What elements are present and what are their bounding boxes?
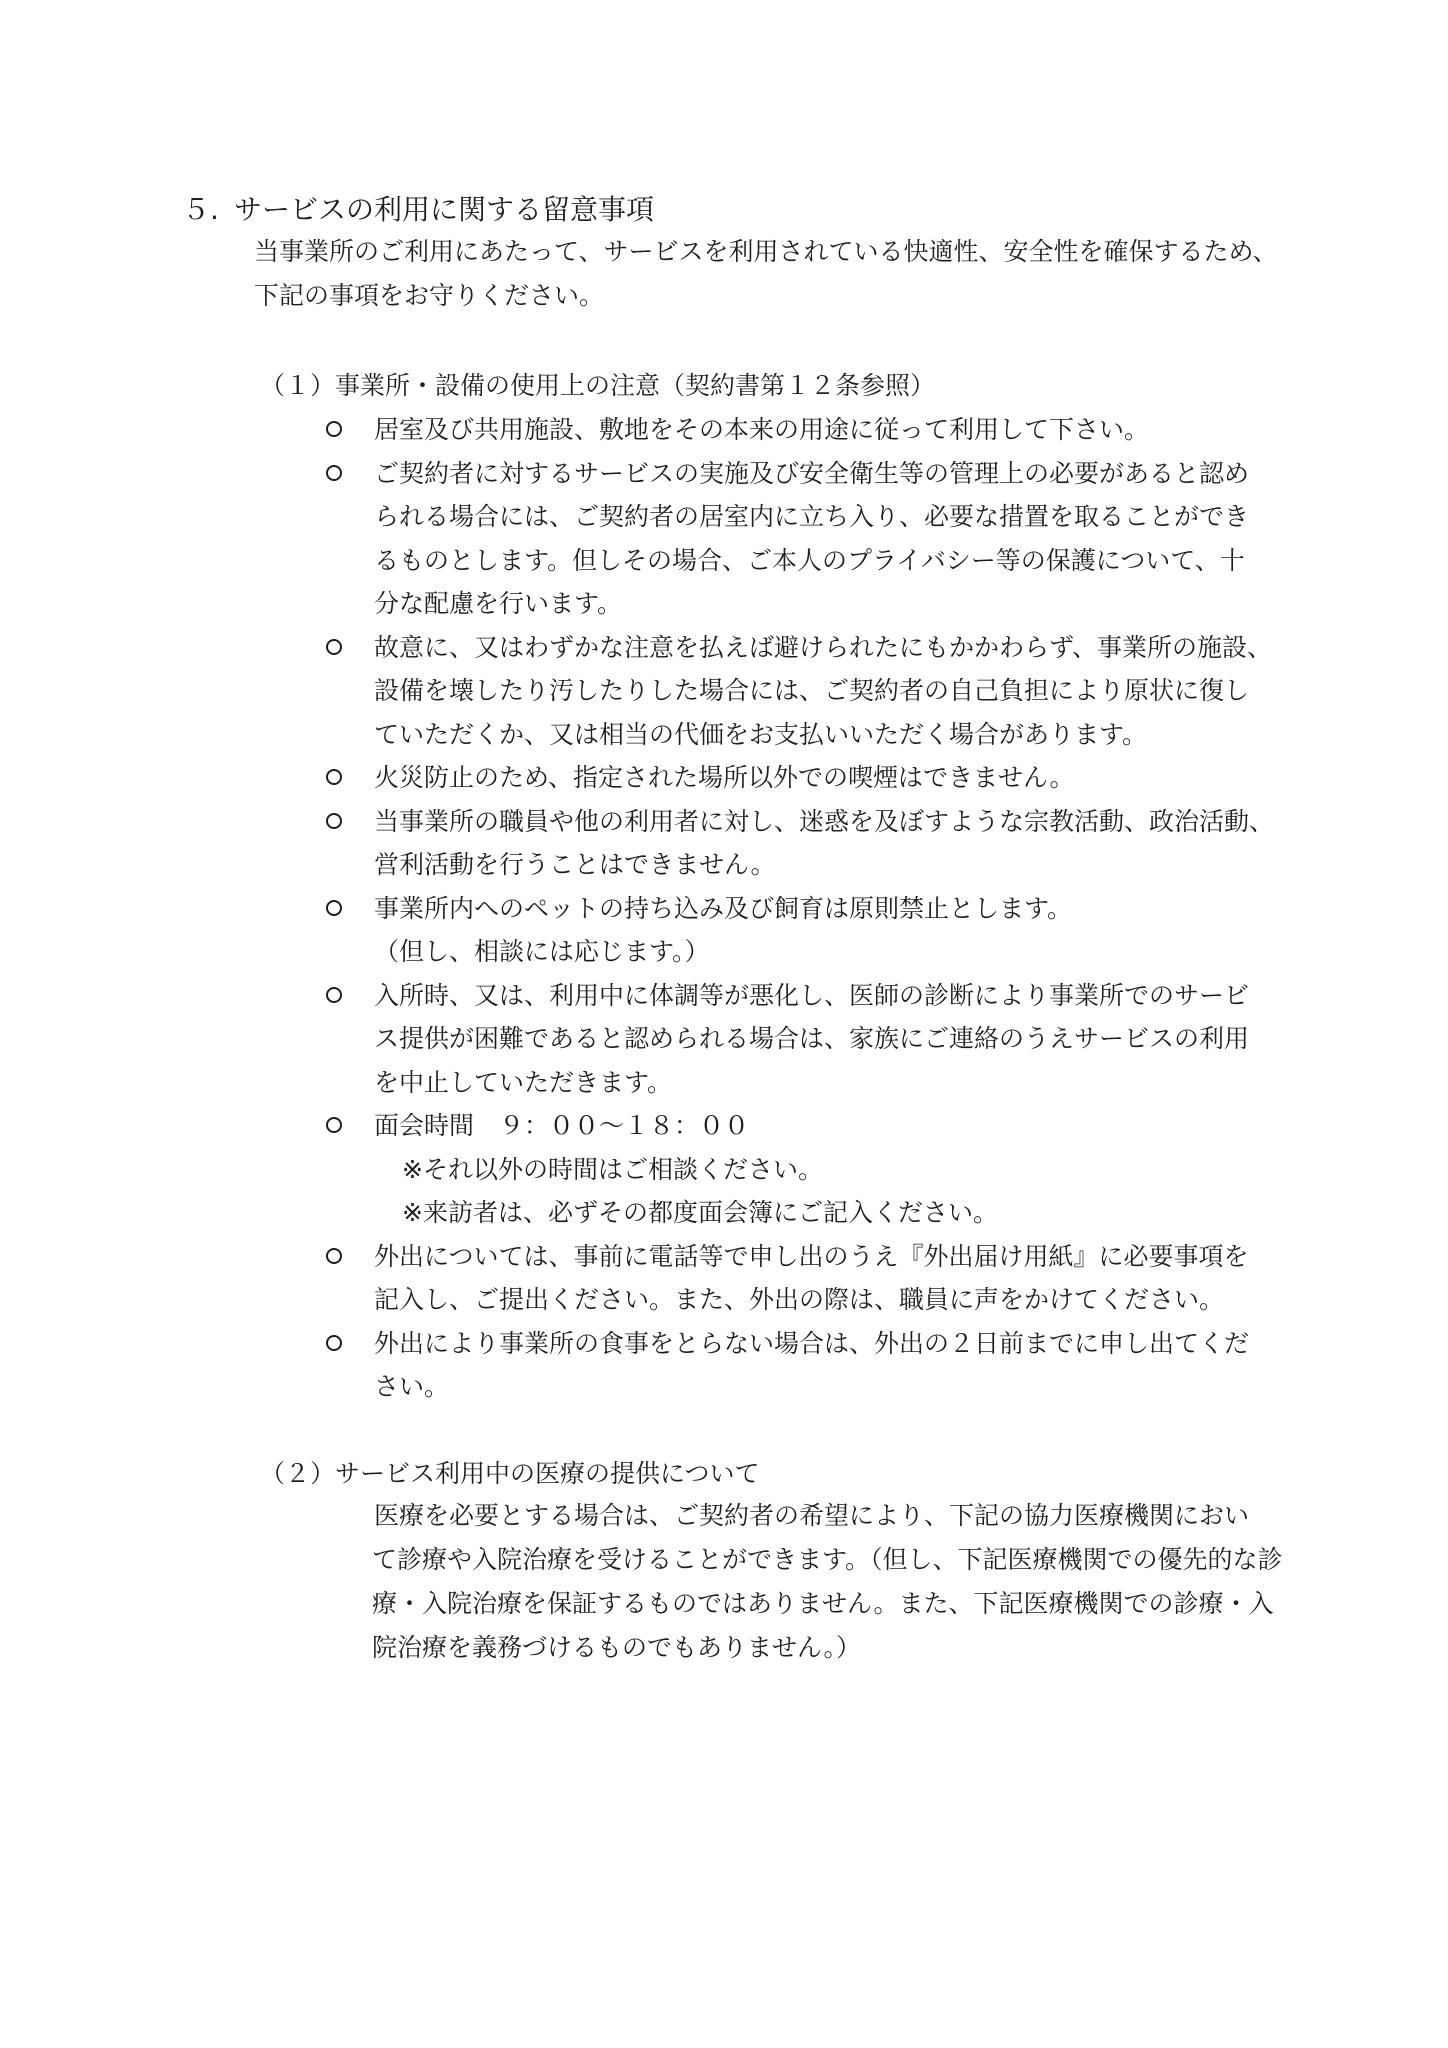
medical-line: て診療や入院治療を受けることができます。（但し、下記医療機関での優先的な診 [372, 1545, 1283, 1574]
list-item-line: 当事業所の職員や他の利用者に対し、迷惑を及ぼすような宗教活動、政治活動、 [374, 806, 1275, 836]
circle-bullet-icon [326, 639, 342, 655]
section-title [182, 190, 654, 230]
subsection-heading-medical: （２）サービス利用中の医療の提供について [260, 1459, 760, 1488]
medical-line: 院治療を義務づけるものでもありません。） [372, 1633, 862, 1662]
circle-bullet-icon [326, 900, 342, 916]
circle-bullet-icon [326, 813, 342, 829]
list-item-line: 面会時間 ９：００～１８：００ [374, 1111, 750, 1140]
list-item-line: 分な配慮を行います。 [374, 589, 623, 618]
list-item [326, 800, 1276, 887]
section-intro [254, 230, 1278, 318]
list-item [326, 1235, 1276, 1322]
list-item [326, 626, 1276, 757]
list-item [326, 887, 1276, 974]
intro-line: 当事業所のご利用にあたって、サービスを利用されている快適性、安全性を確保するため、 [254, 237, 1278, 266]
list-item [326, 452, 1276, 626]
list-item-line: 記入し、ご提出ください。また、外出の際は、職員に声をかけてください。 [374, 1285, 1225, 1314]
list-item-line: 外出により事業所の食事をとらない場合は、外出の２日前までに申し出てくだ [374, 1328, 1250, 1358]
list-item [326, 756, 1276, 800]
medical-paragraph [372, 1494, 1282, 1670]
circle-bullet-icon [326, 465, 342, 481]
list-item-note: ※来訪者は、必ずその都度面会簿にご記入ください。 [402, 1198, 998, 1227]
list-item-line: 居室及び共用施設、敷地をその本来の用途に従って利用して下さい。 [374, 415, 1150, 444]
circle-bullet-icon [326, 987, 342, 1003]
medical-line: 医療を必要とする場合は、ご契約者の希望により、下記の協力医療機関におい [374, 1501, 1250, 1530]
list-item-line: 外出については、事前に電話等で申し出のうえ『外出届け用紙』に必要事項を [374, 1241, 1249, 1271]
list-item-line: 故意に、又はわずかな注意を払えば避けられたにもかかわらず、事業所の施設、 [374, 632, 1273, 662]
section-title-text: サービスの利用に関する留意事項 [234, 193, 655, 226]
list-item [326, 1104, 1276, 1235]
list-item-line: 入所時、又は、利用中に体調等が悪化し、医師の診断により事業所でのサービ [374, 980, 1250, 1010]
circle-bullet-icon [326, 1117, 342, 1133]
list-item-note: ※それ以外の時間はご相談ください。 [402, 1154, 823, 1184]
circle-bullet-icon [326, 421, 342, 437]
list-item-line: ていただくか、又は相当の代価をお支払いいただく場合があります。 [374, 719, 1148, 749]
list-item-line: るものとします。但しその場合、ご本人のプライバシー等の保護について、十 [374, 545, 1245, 575]
subsection-heading-facilities: （１）事業所・設備の使用上の注意（契約書第１２条参照） [260, 371, 936, 400]
circle-bullet-icon [326, 1335, 342, 1351]
section-number: ５. [182, 193, 219, 226]
list-item-line: （但し、相談には応じます。） [374, 937, 710, 966]
list-item-line: 設備を壊したり汚したりした場合には、ご契約者の自己負担により原状に復し [374, 676, 1250, 705]
list-item-line: ご契約者に対するサービスの実施及び安全衛生等の管理上の必要があると認め [374, 458, 1250, 488]
list-item-line: 事業所内へのペットの持ち込み及び飼育は原則禁止とします。 [374, 893, 1073, 923]
list-item-line: 営利活動を行うことはできません。 [374, 850, 776, 879]
list-item-line: ス提供が困難であると認められる場合は、家族にご連絡のうえサービスの利用 [374, 1024, 1250, 1053]
medical-line: 療・入院治療を保証するものではありません。また、下記医療機関での診療・入 [372, 1589, 1274, 1618]
facility-rules-list [326, 408, 1276, 1409]
list-item [326, 1322, 1276, 1409]
list-item [326, 974, 1276, 1105]
intro-line: 下記の事項をお守りください。 [254, 281, 605, 310]
list-item-line: られる場合には、ご契約者の居室内に立ち入り、必要な措置を取ることができ [374, 502, 1250, 531]
circle-bullet-icon [326, 769, 342, 785]
list-item-line: さい。 [374, 1372, 450, 1401]
list-item-line: を中止していただきます。 [374, 1067, 673, 1097]
list-item-line: 火災防止のため、指定された場所以外での喫煙はできません。 [374, 763, 1075, 792]
list-item [326, 408, 1276, 452]
circle-bullet-icon [326, 1248, 342, 1264]
